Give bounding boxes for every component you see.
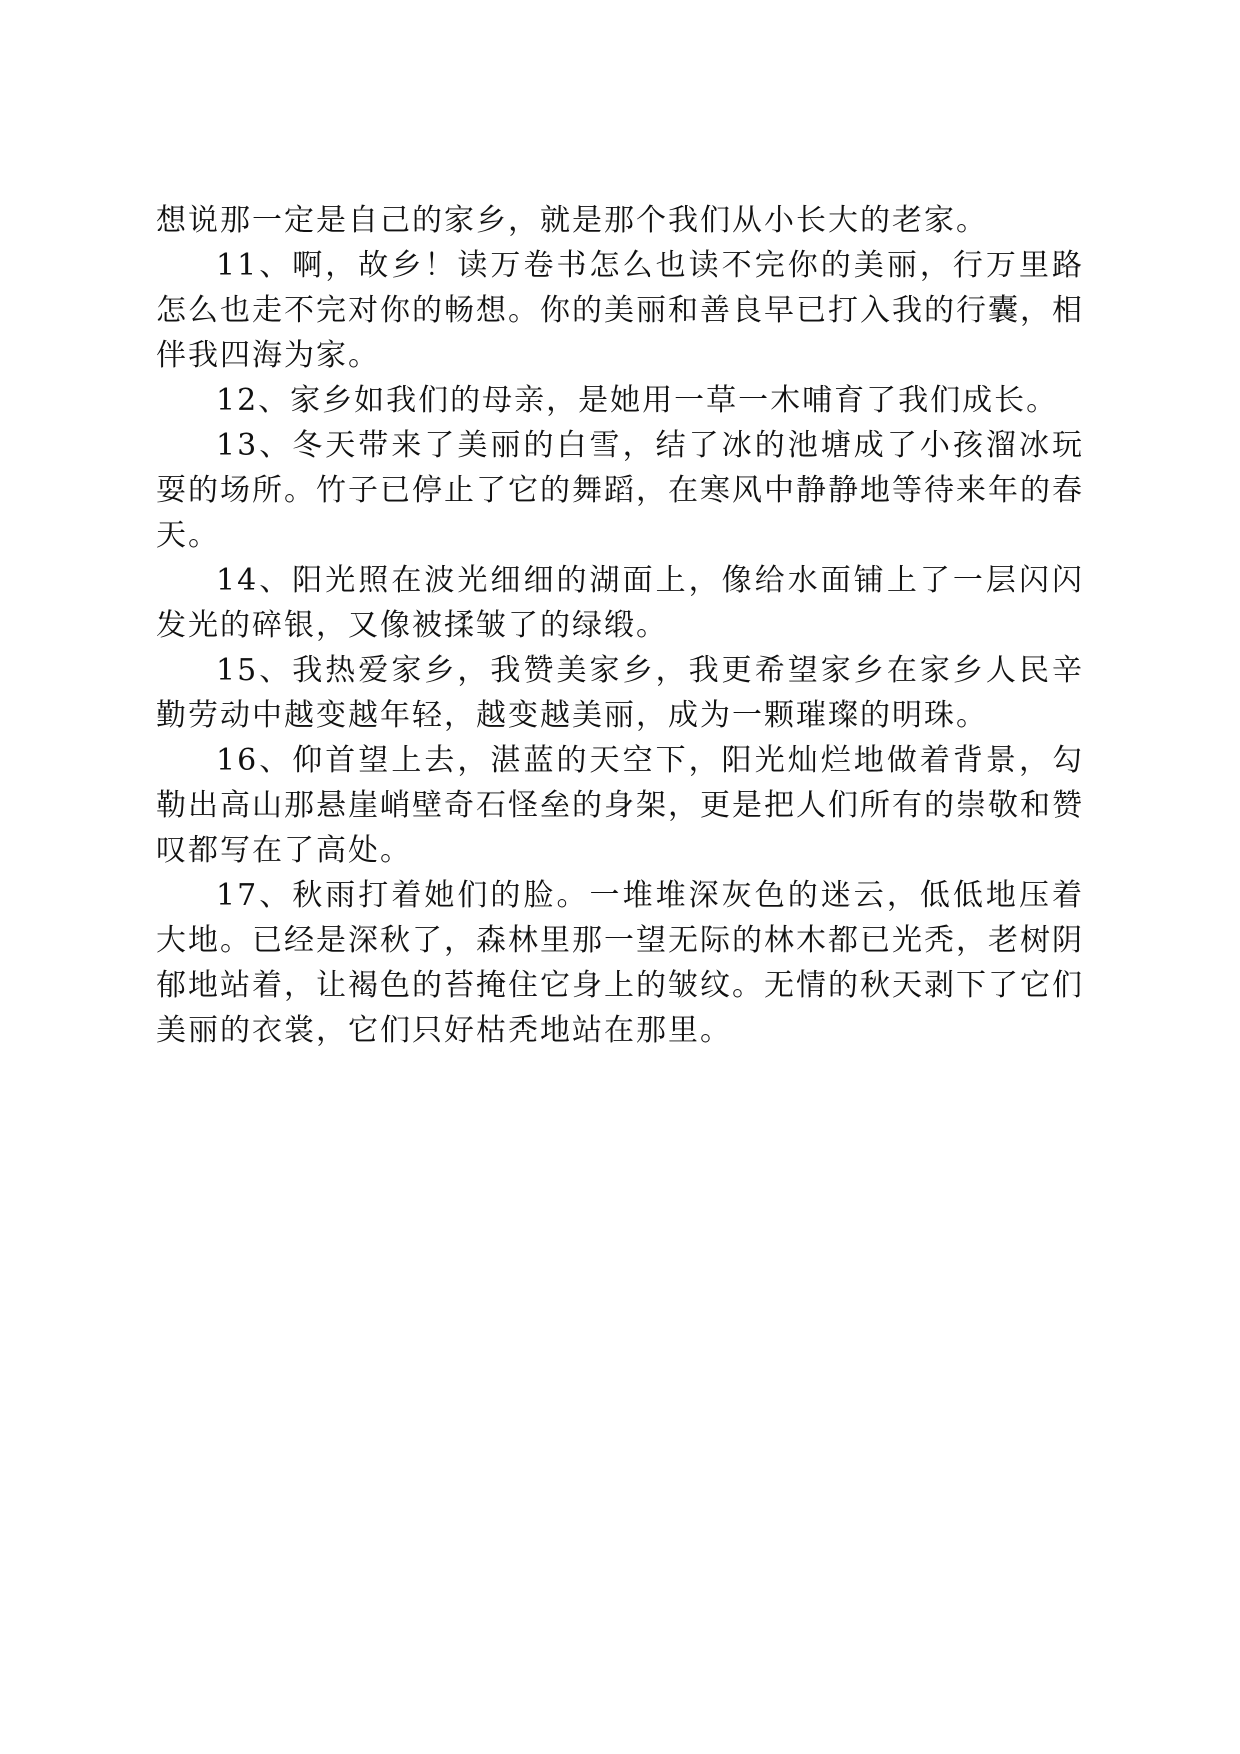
paragraph-15: 15、我热爱家乡，我赞美家乡，我更希望家乡在家乡人民辛勤劳动中越变越年轻，越变越美丽，成为一颗璀璨的明珠。: [156, 653, 1084, 733]
paragraph-12: 12、家乡如我们的母亲，是她用一草一木哺育了我们成长。: [216, 383, 1059, 418]
paragraph-11: 11、啊，故乡！读万卷书怎么也读不完你的美丽，行万里路怎么也走不完对你的畅想。你的美丽和善良早已打入我的行囊，相伴我四海为家。: [156, 248, 1084, 373]
paragraph-13: 13、冬天带来了美丽的白雪，结了冰的池塘成了小孩溜冰玩耍的场所。竹子已停止了它的舞蹈，在寒风中静静地等待来年的春天。: [156, 428, 1084, 553]
paragraph-14: 14、阳光照在波光细细的湖面上，像给水面铺上了一层闪闪发光的碎银，又像被揉皱了的绿缎。: [156, 563, 1084, 643]
paragraph-continuation: 想说那一定是自己的家乡，就是那个我们从小长大的老家。: [156, 203, 988, 238]
paragraph-16: 16、仰首望上去，湛蓝的天空下，阳光灿烂地做着背景，勾勒出高山那悬崖峭壁奇石怪垒的身架，更是把人们所有的崇敬和赞叹都写在了高处。: [156, 743, 1084, 868]
paragraph-17: 17、秋雨打着她们的脸。一堆堆深灰色的迷云，低低地压着大地。已经是深秋了，森林里那一望无际的林木都已光秃，老树阴郁地站着，让褐色的苔掩住它身上的皱纹。无情的秋天剥下了它们美丽的衣裳，它们只好枯秃地站在那里。: [156, 878, 1084, 1048]
document-body: [156, 198, 1084, 1053]
